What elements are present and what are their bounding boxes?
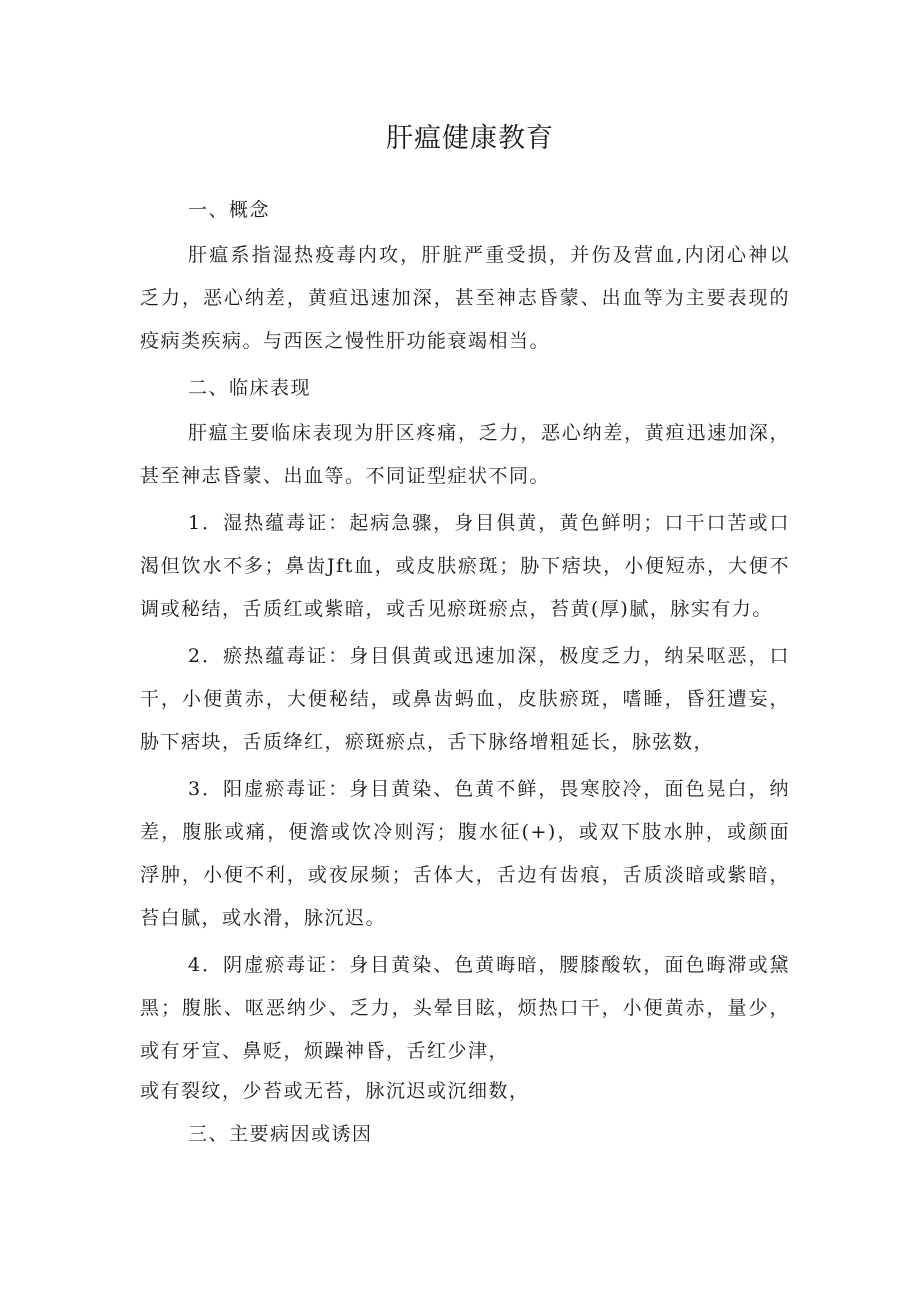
paragraph-syndrome-4-continued: 或有裂纹，少苔或无苔，脉沉迟或沉细数， xyxy=(140,1080,530,1102)
section-heading-causes: 三、主要病因或诱因 xyxy=(188,1123,373,1145)
section-heading-clinical: 二、临床表现 xyxy=(188,377,312,399)
paragraph-syndrome-4: 4．阴虚瘀毒证：身目黄染、色黄晦暗，腰膝酸软，面色晦滞或黛黑；腹胀、呕恶纳少、乏力，头晕目眩，烦热口干，小便黄赤，量少，或有牙宣、鼻贬，烦躁神昏，舌红少津， xyxy=(140,954,790,1062)
paragraph-syndrome-2: 2．瘀热蕴毒证：身目俱黄或迅速加深，极度乏力，纳呆呕恶，口干，小便黄赤，大便秘结，或鼻齿蚂血，皮肤瘀斑，嗜睡，昏狂遭妄，胁下痞块，舌质绛红，瘀斑瘀点，舌下脉络增粗延长，脉弦数， xyxy=(140,645,790,753)
paragraph-concept: 肝瘟系指湿热疫毒内攻，肝脏严重受损，并伤及营血,内闭心神以乏力，恶心纳差，黄疸迅速加深，甚至神志昏蒙、出血等为主要表现的疫病类疾病。与西医之慢性肝功能衰竭相当。 xyxy=(140,244,790,352)
paragraph-syndrome-1: 1．湿热蕴毒证：起病急骤，身目俱黄，黄色鲜明；口干口苦或口渴但饮水不多；鼻齿Jft血，或皮肤瘀斑；胁下痞块，小便短赤，大便不调或秘结，舌质红或紫暗，或舌见瘀斑瘀点，苔黄(厚)腻，脉实有力。 xyxy=(140,512,790,620)
section-heading-concept: 一、概念 xyxy=(188,199,271,221)
paragraph-syndrome-3: 3．阳虚瘀毒证：身目黄染、色黄不鲜，畏寒胶冷，面色晃白，纳差，腹胀或痛，便澹或饮冷则泻；腹水征(+)，或双下肢水肿，或颜面浮肿，小便不利，或夜尿频；舌体大，舌边有齿痕，舌质淡暗或紫暗，苔白腻，或水滑，脉沉迟。 xyxy=(140,778,790,929)
paragraph-clinical-intro: 肝瘟主要临床表现为肝区疼痛，乏力，恶心纳差，黄疸迅速加深，甚至神志昏蒙、出血等。不同证型症状不同。 xyxy=(140,422,790,487)
page-title: 肝瘟健康教育 xyxy=(386,123,554,154)
